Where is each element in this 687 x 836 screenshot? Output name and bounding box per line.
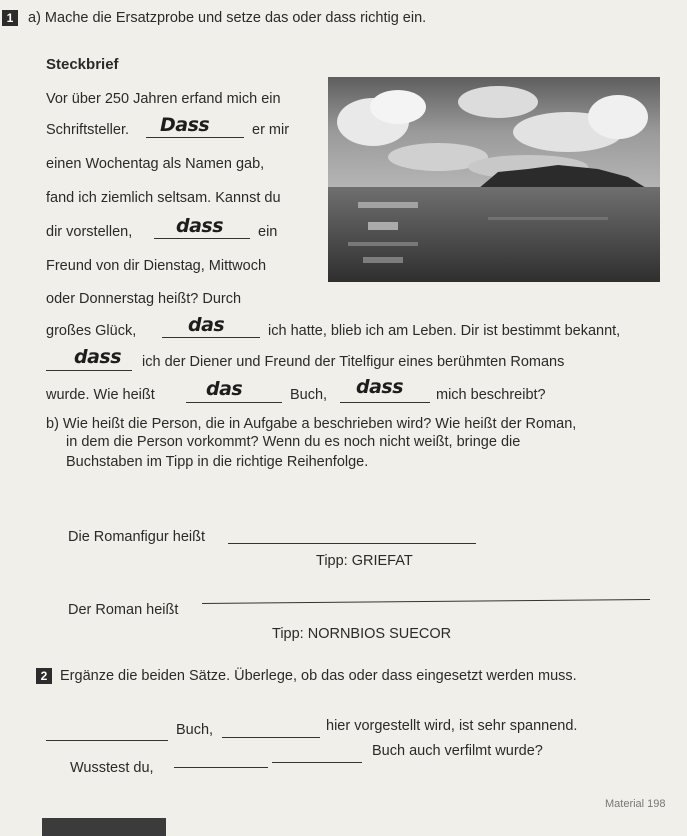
section-heading: Steckbrief <box>46 56 119 73</box>
sentence-1-part-b: hier vorgestellt wird, ist sehr spannend. <box>326 718 578 734</box>
text-line-10a: wurde. Wie heißt <box>46 387 155 403</box>
novel-answer-blank[interactable] <box>202 599 650 604</box>
sentence-2-part-a: Wusstest du, <box>70 760 154 776</box>
island-photo <box>328 77 660 282</box>
answer-blank-5[interactable] <box>186 402 282 403</box>
answer-blank-6[interactable] <box>340 402 430 403</box>
text-line-1: Vor über 250 Jahren erfand mich ein <box>46 91 281 107</box>
text-line-3: einen Wochentag als Namen gab, <box>46 156 265 172</box>
text-line-8a: großes Glück, <box>46 323 137 339</box>
answer-blank-4[interactable] <box>46 370 132 371</box>
exercise-b-instruction-line-3: Buchstaben im Tipp in die richtige Reihenfolge. <box>66 454 369 470</box>
handwritten-answer-4: dass <box>74 346 122 368</box>
exercise-b-instruction-line-1: b) Wie heißt die Person, die in Aufgabe a beschrieben wird? Wie heißt der Roman, <box>46 416 577 432</box>
text-line-2b: er mir <box>252 122 290 138</box>
handwritten-answer-2: dass <box>176 215 224 237</box>
text-line-7: oder Donnerstag heißt? Durch <box>46 291 242 307</box>
material-footer: Material 198 <box>605 798 666 810</box>
text-line-10c: mich beschreibt? <box>436 387 546 403</box>
handwritten-answer-1: Dass <box>160 114 210 136</box>
sentence-2-blank-1[interactable] <box>174 767 268 768</box>
sentence-2-part-b: Buch auch verfilmt wurde? <box>372 743 543 759</box>
answer-blank-2[interactable] <box>154 238 250 239</box>
sea-island-image <box>328 77 660 282</box>
answer-blank-1[interactable] <box>146 137 244 138</box>
text-line-5a: dir vorstellen, <box>46 224 133 240</box>
text-line-5b: ein <box>258 224 278 240</box>
exercise-b-instruction-line-2: in dem die Person vorkommt? Wenn du es noch nicht weißt, bringe die <box>66 434 521 450</box>
sentence-2-blank-2[interactable] <box>272 762 362 763</box>
sentence-1-blank-1[interactable] <box>46 740 168 741</box>
exercise-2-instruction: Ergänze die beiden Sätze. Überlege, ob das oder dass eingesetzt werden muss. <box>60 668 577 684</box>
text-line-9: ich der Diener und Freund der Titelfigur eines berühmten Romans <box>142 354 565 370</box>
handwritten-answer-5: das <box>206 378 243 400</box>
text-line-2a: Schriftsteller. <box>46 122 129 138</box>
figure-answer-blank[interactable] <box>228 543 476 544</box>
text-line-6: Freund von dir Dienstag, Mittwoch <box>46 258 267 274</box>
text-line-4: fand ich ziemlich seltsam. Kannst du <box>46 190 281 206</box>
exercise-number-badge: 1 <box>2 10 18 26</box>
sentence-1-blank-2[interactable] <box>222 737 320 738</box>
bottom-dark-bar <box>42 818 166 836</box>
sentence-1-part-a: Buch, <box>176 722 214 738</box>
exercise-2-number-badge: 2 <box>36 668 52 684</box>
novel-label: Der Roman heißt <box>68 602 179 618</box>
answer-blank-3[interactable] <box>162 337 260 338</box>
figure-label: Die Romanfigur heißt <box>68 529 205 545</box>
exercise-a-instruction: a) Mache die Ersatzprobe und setze das oder dass richtig ein. <box>28 10 427 26</box>
text-line-10b: Buch, <box>290 387 328 403</box>
handwritten-answer-6: dass <box>356 376 404 398</box>
tip-griefat: Tipp: GRIEFAT <box>316 553 413 569</box>
handwritten-answer-3: das <box>188 314 225 336</box>
tip-nornbios-suecor: Tipp: NORNBIOS SUECOR <box>272 626 452 642</box>
text-line-8b: ich hatte, blieb ich am Leben. Dir ist bestimmt bekannt, <box>268 323 621 339</box>
